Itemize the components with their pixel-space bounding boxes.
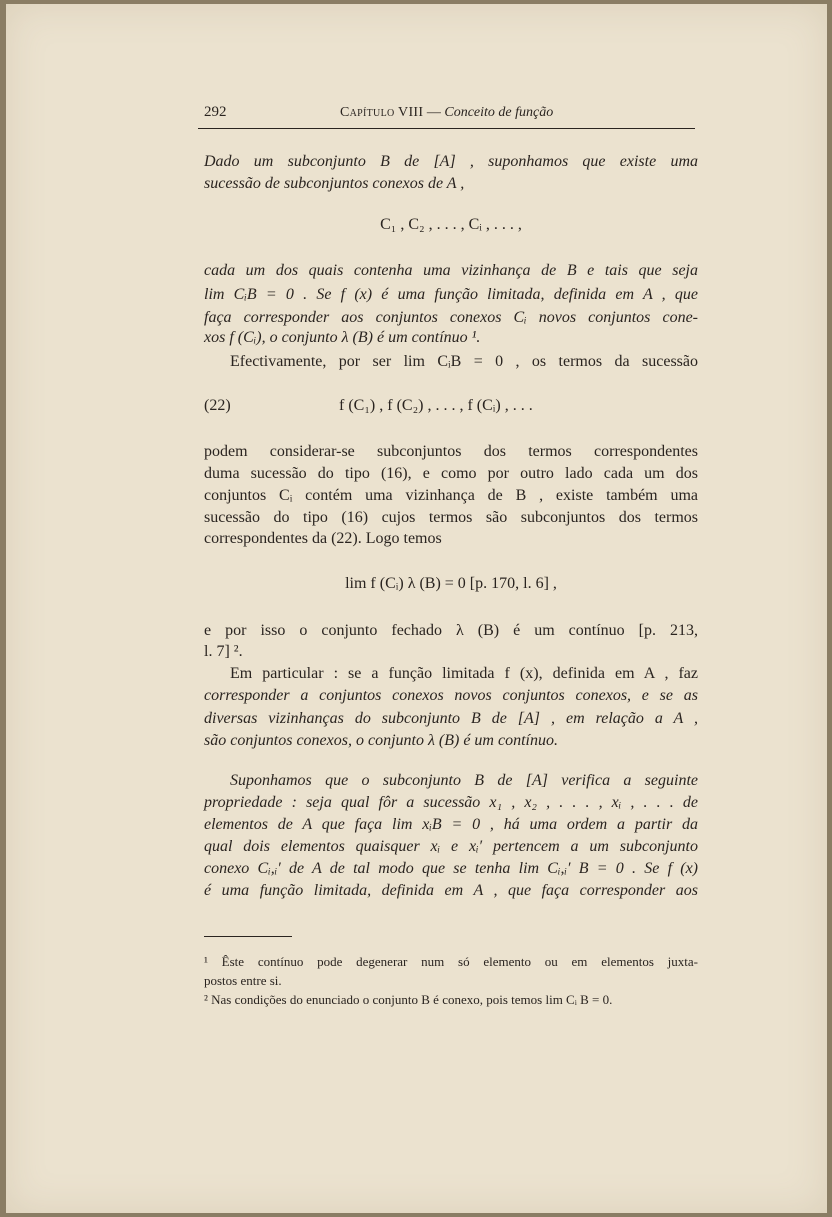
text-line: Dado um subconjunto B de [A] , suponhamos que existe uma [204,153,698,170]
text-line: cada um dos quais contenha uma vizinhança de B e tais que seja [204,262,698,279]
footnote-1-continued: postos entre si. [204,973,282,988]
running-header [198,104,695,129]
text-line: diversas vizinhanças do subconjunto B de [A] , em relação a A , [204,710,698,727]
page-number: 292 [204,104,227,120]
chapter-heading [340,105,553,121]
text-line: elementos de A que faça lim xᵢB = 0 , há uma ordem a partir da [204,816,698,833]
equation-limit: lim f (Cᵢ) λ (B) = 0 [p. 170, l. 6] , [345,575,557,592]
text-line: duma sucessão do tipo (16), e como por outro lado cada um dos [204,465,698,482]
text-line: xos f (Cᵢ), o conjunto λ (B) é um contínuo ¹. [204,329,481,346]
equation-body: f (C₁) , f (C₂) , . . . , f (Cᵢ) , . . . [339,397,533,414]
footnote-2: ² Nas condições do enunciado o conjunto B é conexo, pois temos lim Cᵢ B = 0. [204,992,613,1007]
chapter-separator: — [423,105,445,120]
text-line: conjuntos Cᵢ contém uma vizinhança de B , existe também uma [204,487,698,504]
text-line: faça corresponder aos conjuntos conexos Cᵢ novos conjuntos cone- [204,309,698,326]
text-line: conexo Cᵢ,ᵢ′ de A de tal modo que se tenha lim Cᵢ,ᵢ′ B = 0 . Se f (x) [204,860,698,877]
text-line: e por isso o conjunto fechado λ (B) é um contínuo [p. 213, [204,622,698,639]
equation-number: (22) [204,397,231,414]
text-line: l. 7] ². [204,643,243,660]
footnote-rule [204,936,292,937]
text-line: Em particular : se a função limitada f (x), definida em A , faz [230,665,698,682]
text-line: qual dois elementos quaisquer xᵢ e xᵢ′ pertencem a um subconjunto [204,838,698,855]
text-line: Efectivamente, por ser lim CᵢB = 0 , os termos da sucessão [230,353,698,370]
footnote-1: ¹ Êste contínuo pode degenerar num só elemento ou em elementos juxta- [204,954,698,969]
text-line: sucessão de subconjuntos conexos de A , [204,175,465,192]
text-line: lim CᵢB = 0 . Se f (x) é uma função limitada, definida em A , que [204,286,698,303]
text-line: podem considerar-se subconjuntos dos termos correspondentes [204,443,698,460]
chapter-label: Capítulo VIII [340,105,424,120]
text-line: corresponder a conjuntos conexos novos conjuntos conexos, e se as [204,687,698,704]
chapter-title: Conceito de função [444,105,554,120]
text-line: são conjuntos conexos, o conjunto λ (B) é um contínuo. [204,732,558,749]
equation-c-sequence: C₁ , C₂ , . . . , Cᵢ , . . . , [380,216,522,233]
text-line: correspondentes da (22). Logo temos [204,530,442,547]
text-line: Suponhamos que o subconjunto B de [A] verifica a seguinte [230,772,698,789]
text-line: propriedade : seja qual fôr a sucessão x₁ , x₂ , . . . , xᵢ , . . . de [204,794,698,811]
text-line: é uma função limitada, definida em A , que faça corresponder aos [204,882,698,899]
text-line: sucessão do tipo (16) cujos termos são subconjuntos dos termos [204,509,698,526]
